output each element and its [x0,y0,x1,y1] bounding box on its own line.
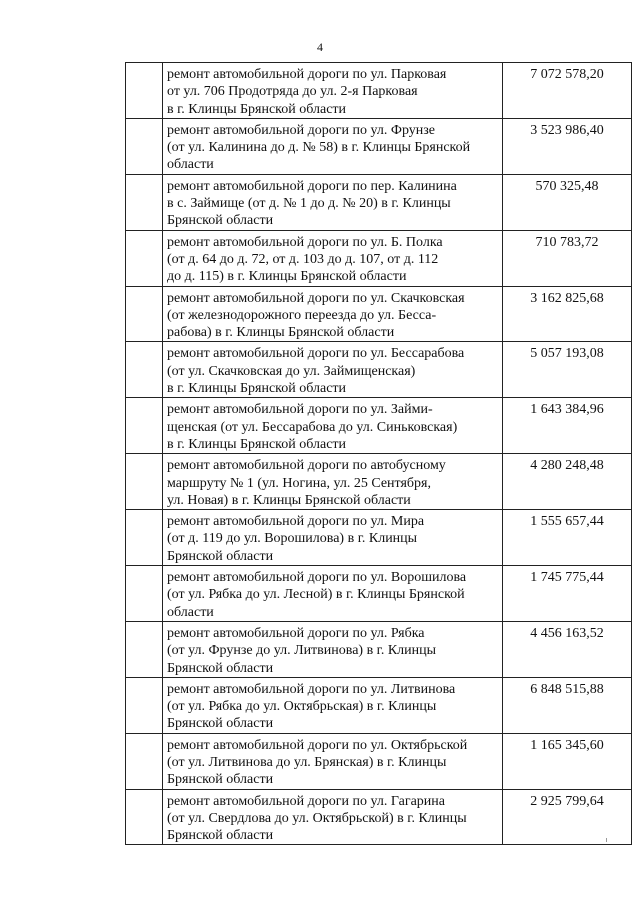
description-cell [163,566,503,622]
description-line: до д. 115) в г. Клинцы Брянской области [167,269,407,285]
description-cell [163,677,503,733]
number-cell [126,118,163,174]
description-line: в г. Клинцы Брянской области [167,436,347,452]
description-line: области [167,604,214,620]
amount-cell: 3 162 825,68 [503,286,632,342]
description-line: Брянской области [167,716,274,732]
description-line: ремонт автомобильной дороги по ул. Б. Полка [167,234,443,250]
amount-cell: 4 280 248,48 [503,454,632,510]
table-row [126,454,632,510]
table-row [126,63,632,119]
table-row [126,566,632,622]
table-row [126,118,632,174]
description-cell [163,510,503,566]
description-line: от ул. 706 Продотряда до ул. 2-я Парковая [167,84,418,100]
description-line: (от д. 119 до ул. Ворошилова) в г. Клинцы [167,531,418,547]
number-cell [126,286,163,342]
description-line: ремонт автомобильной дороги по ул. Парковая [167,67,447,82]
description-line: области [167,157,214,173]
description-cell [163,230,503,286]
amount-cell: 3 523 986,40 [503,118,632,174]
description-line: (от ул. Рябка до ул. Лесной) в г. Клинцы Брянской [167,587,465,603]
page-number: 4 [317,40,323,54]
amount-cell: 1 643 384,96 [503,398,632,454]
description-cell [163,454,503,510]
table-row [126,230,632,286]
description-line: рабова) в г. Клинцы Брянской области [167,325,395,341]
number-cell [126,342,163,398]
description-line: в г. Клинцы Брянской области [167,101,347,117]
table-row [126,621,632,677]
description-line: (от ул. Свердлова до ул. Октябрьской) в г. Клинцы [167,810,467,826]
description-line: ремонт автомобильной дороги по ул. Рябка [167,625,425,641]
amount-cell: 7 072 578,20 [503,63,632,119]
description-cell [163,398,503,454]
number-cell [126,566,163,622]
description-line: в г. Клинцы Брянской области [167,381,347,397]
description-line: Брянской области [167,660,274,676]
table-row [126,342,632,398]
amount-cell: 4 456 163,52 [503,621,632,677]
description-cell [163,118,503,174]
amount-cell: 1 165 345,60 [503,733,632,789]
road-repair-table [125,62,632,845]
description-line: ремонт автомобильной дороги по ул. Скачковская [167,290,465,306]
description-line: маршруту № 1 (ул. Ногина, ул. 25 Сентября, [167,475,431,491]
table-row [126,789,632,845]
description-line: Брянской области [167,548,274,564]
table-row [126,398,632,454]
amount-cell: 2 925 799,64 [503,789,632,845]
number-cell [126,230,163,286]
description-cell [163,733,503,789]
amount-cell: 570 325,48 [503,174,632,230]
description-line: (от железнодорожного переезда до ул. Бесса- [167,307,437,323]
table-row [126,286,632,342]
number-cell [126,733,163,789]
table-row [126,174,632,230]
description-line: Брянской области [167,213,274,229]
description-line: (от д. 64 до д. 72, от д. 103 до д. 107, от д. 112 [167,251,439,267]
description-cell [163,174,503,230]
number-cell [126,398,163,454]
number-cell [126,174,163,230]
description-line: ремонт автомобильной дороги по автобусному [167,458,446,474]
description-line: (от ул. Литвинова до ул. Брянская) в г. Клинцы [167,754,447,770]
description-cell [163,286,503,342]
scan-mark [606,838,607,842]
table-row [126,733,632,789]
table-body [126,63,632,845]
description-line: в с. Займище (от д. № 1 до д. № 20) в г. Клинцы [167,196,451,212]
description-cell [163,621,503,677]
description-line: ремонт автомобильной дороги по ул. Бессарабова [167,346,465,362]
number-cell [126,454,163,510]
description-line: (от ул. Фрунзе до ул. Литвинова) в г. Клинцы [167,643,437,659]
number-cell [126,510,163,566]
description-line: ремонт автомобильной дороги по ул. Мира [167,514,425,530]
table-row [126,510,632,566]
amount-cell: 5 057 193,08 [503,342,632,398]
description-line: (от ул. Калинина до д. № 58) в г. Клинцы Брянской [167,140,471,156]
description-line: ремонт автомобильной дороги по ул. Октябрьской [167,737,468,753]
amount-cell: 6 848 515,88 [503,677,632,733]
description-line: ремонт автомобильной дороги по ул. Литвинова [167,681,456,697]
description-cell [163,342,503,398]
description-cell [163,63,503,119]
description-line: Брянской области [167,772,274,788]
description-line: ремонт автомобильной дороги по ул. Гагарина [167,793,445,809]
number-cell [126,63,163,119]
description-line: ремонт автомобильной дороги по пер. Калинина [167,178,457,194]
description-line: (от ул. Скачковская до ул. Займищенская) [167,363,416,379]
amount-cell: 1 745 775,44 [503,566,632,622]
description-line: ремонт автомобильной дороги по ул. Фрунзе [167,122,435,138]
description-line: (от ул. Рябка до ул. Октябрьская) в г. Клинцы [167,699,437,715]
amount-cell: 710 783,72 [503,230,632,286]
number-cell [126,621,163,677]
description-cell [163,789,503,845]
description-line: Брянской области [167,828,274,844]
description-line: ремонт автомобильной дороги по ул. Ворошилова [167,570,467,586]
table-row [126,677,632,733]
description-line: ремонт автомобильной дороги по ул. Займи- [167,402,433,418]
number-cell [126,789,163,845]
number-cell [126,677,163,733]
amount-cell: 1 555 657,44 [503,510,632,566]
description-line: ул. Новая) в г. Клинцы Брянской области [167,492,411,508]
description-line: щенская (от ул. Бессарабова до ул. Синьковская) [167,419,458,435]
